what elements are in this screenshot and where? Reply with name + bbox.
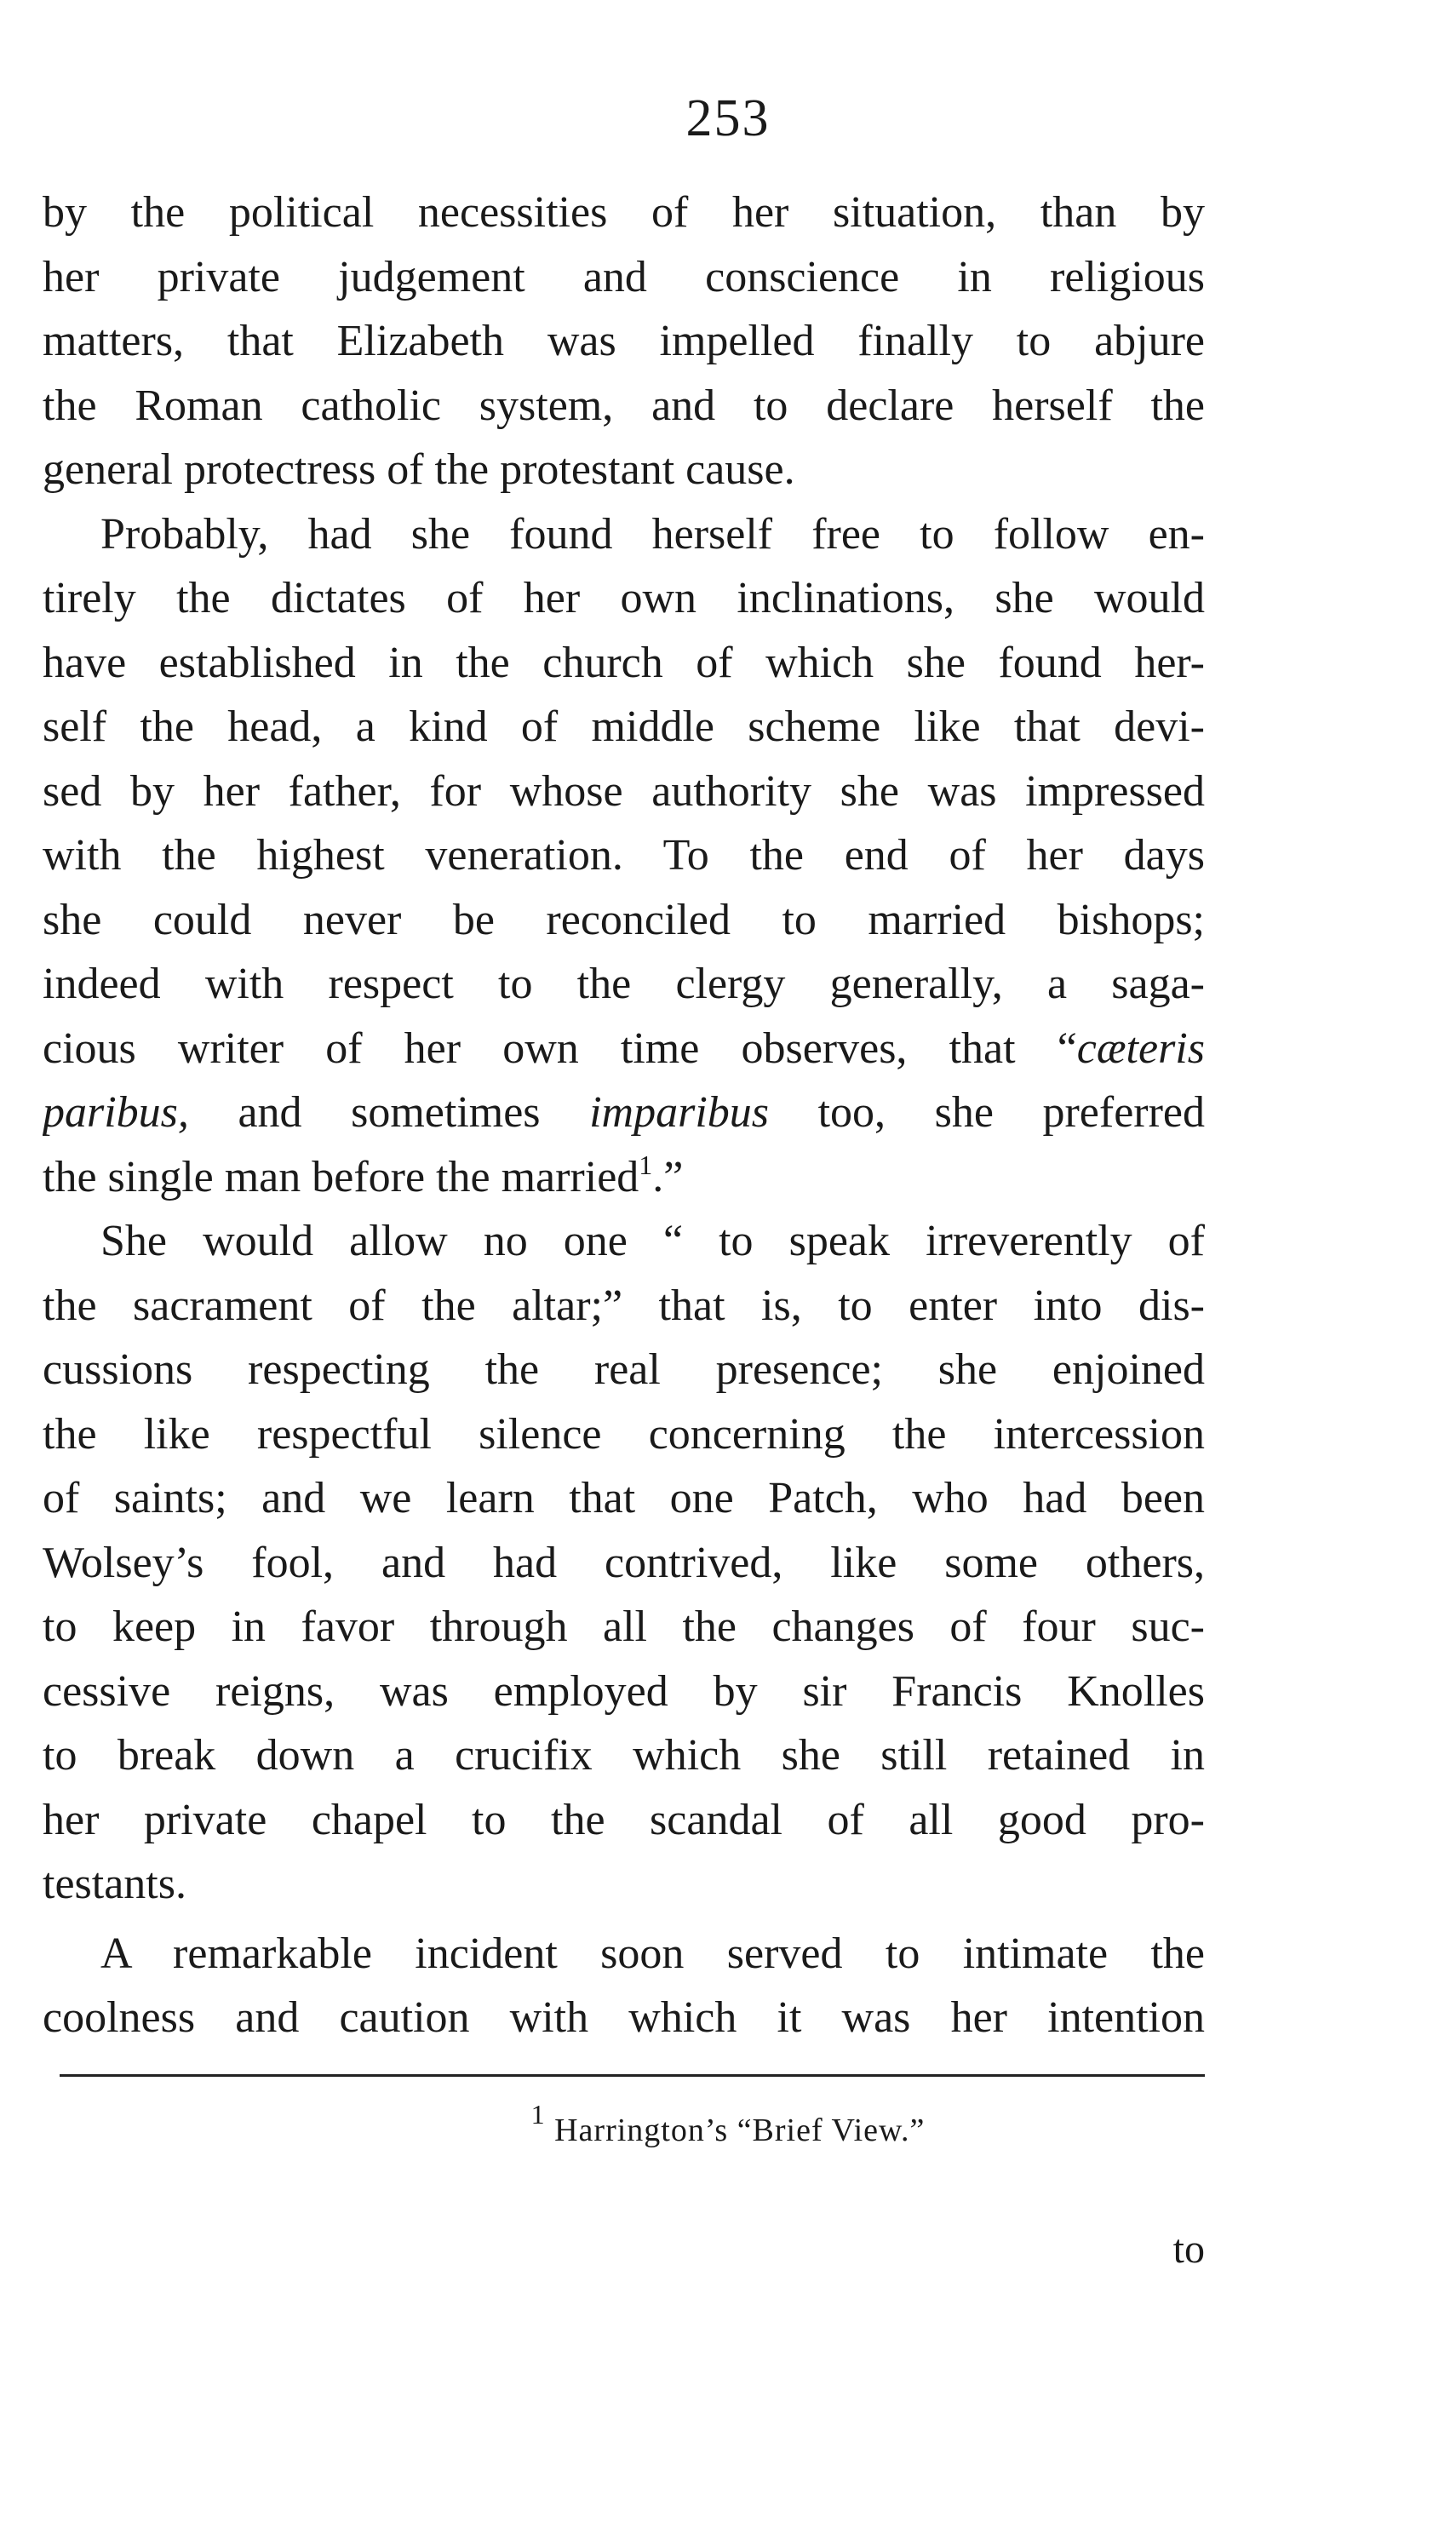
text-line: her private chapel to the scandal of all good pro- [43,1795,1205,1844]
text-line: cessive reigns, was employed by sir Francis Knolles [43,1666,1205,1716]
text-line: general protectress of the protestant cause. [43,445,795,494]
catchword: to [1172,2227,1205,2272]
text-line: with the highest veneration. To the end of her days [43,831,1205,880]
text-line: cussions respecting the real presence; she enjoined [43,1345,1205,1394]
footnote-marker: 1 [639,1149,653,1180]
text-line: indeed with respect to the clergy generally, a saga- [43,960,1205,1008]
body-text [43,181,1205,2050]
text-line: sed by her father, for whose authority she was impressed [43,766,1205,816]
text-line: paribus, and sometimes imparibus too, she preferred [43,1088,1205,1137]
paragraph-start: A remarkable incident soon served to intimate the [100,1929,1205,1978]
footnote-number: 1 [530,2099,546,2130]
text-line: testants. [43,1860,186,1908]
paragraph-start: Probably, had she found herself free to follow en- [100,509,1205,559]
text-line: tirely the dictates of her own inclinations, she would [43,574,1205,622]
text-line: to break down a crucifix which she still retained in [43,1731,1205,1780]
text-line: Wolsey’s fool, and had contrived, like some others, [43,1538,1205,1587]
text-line: by the political necessities of her situation, than by [43,188,1205,237]
text-line: have established in the church of which she found her- [43,638,1205,687]
text-line: to keep in favor through all the changes of four suc- [43,1602,1205,1651]
footnote-divider [60,2074,1205,2077]
text-line: the single man before the married$^1$.” [43,1149,684,1201]
text-line: coolness and caution with which it was her intention [43,1993,1205,2042]
paragraph-start: She would allow no one “ to speak irreverently of [100,1217,1205,1265]
text-line: the like respectful silence concerning the intercession [43,1409,1205,1459]
text-line: the Roman catholic system, and to declare herself the [43,381,1205,430]
footnote: $^1$ Harrington’s “Brief View.” [530,2099,926,2148]
text-line: the sacrament of the altar;” that is, to enter into dis- [43,1281,1205,1330]
text-line: matters, that Elizabeth was impelled finally to abjure [43,317,1205,365]
text-line: of saints; and we learn that one Patch, who had been [43,1474,1205,1522]
text-line: her private judgement and conscience in religious [43,252,1205,301]
text-line: cious writer of her own time observes, that “cæteris [43,1023,1205,1073]
text-line: self the head, a kind of middle scheme like that devi- [43,702,1205,751]
text-line: she could never be reconciled to married bishops; [43,895,1205,944]
page-number: 253 [685,89,771,147]
